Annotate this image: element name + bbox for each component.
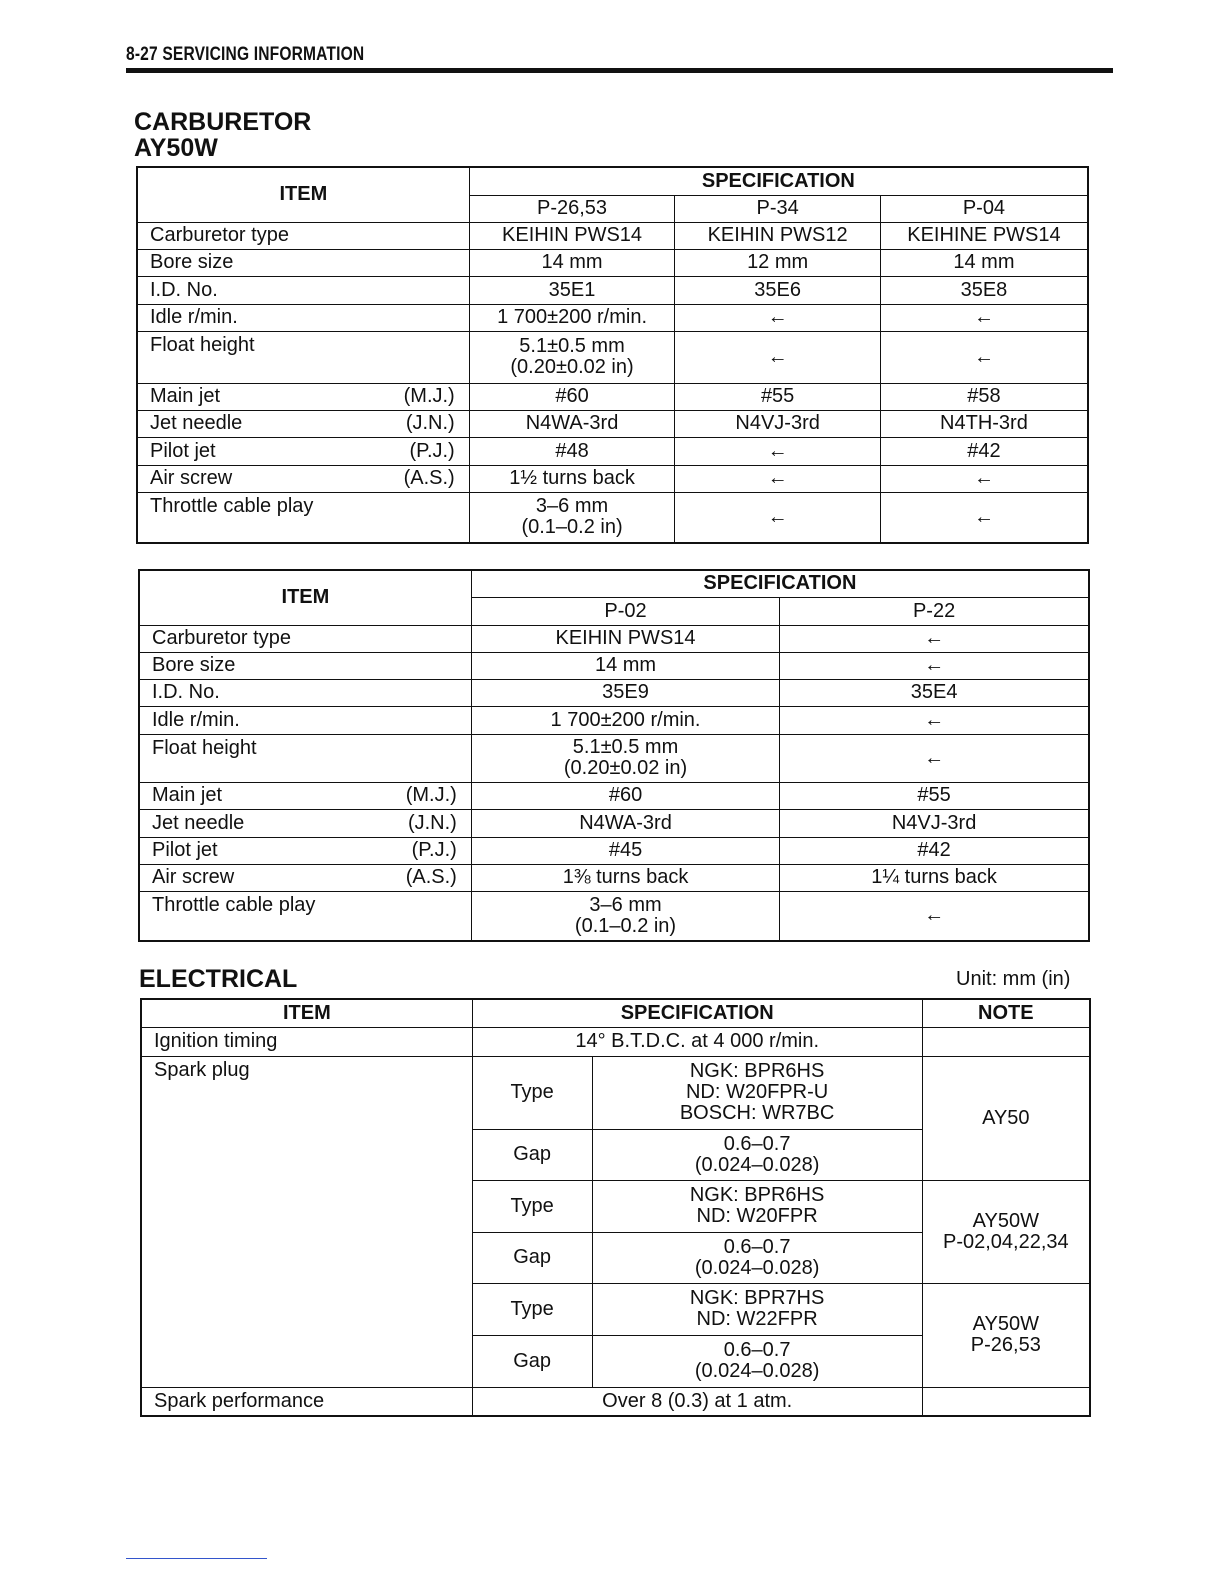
spec-line: 3–6 mm: [535, 495, 609, 518]
spec-line: ←: [973, 505, 994, 528]
spec-line: KEIHIN PWS14: [555, 627, 696, 649]
item-cell: [139, 734, 471, 782]
spec-line: #58: [967, 385, 1001, 407]
item-label: Bore size: [150, 251, 234, 273]
spec-value: [675, 249, 881, 276]
item-label: Throttle cable play: [152, 893, 316, 916]
item-abbreviation: (P.J.): [409, 439, 455, 462]
spec-line: ←: [924, 904, 945, 927]
item-cell: [137, 383, 469, 410]
spec-line: 5.1±0.5 mm: [519, 335, 625, 357]
table-row: [141, 1387, 1090, 1416]
spec-line: (0.20±0.02 in): [563, 757, 688, 779]
spec-line: (0.20±0.02 in): [510, 356, 634, 378]
table-row: [139, 679, 1089, 706]
spec-value: 14° B.T.D.C. at 4 000 r/min.: [472, 1027, 922, 1056]
spec-value: [880, 410, 1088, 437]
spec-line: 35E4: [910, 681, 958, 703]
type-line: ND: W20FPR: [696, 1205, 818, 1227]
table-row: [139, 864, 1089, 891]
gap-line: 0.6–0.7: [723, 1339, 791, 1361]
spec-line: (0.1–0.2 in): [521, 516, 623, 539]
spec-line: 1 700±200 r/min.: [497, 306, 648, 328]
spec-value: [880, 249, 1088, 276]
table-row: [137, 410, 1088, 437]
type-value: [592, 1180, 922, 1232]
note-header: NOTE: [922, 999, 1090, 1027]
spec-value: [471, 891, 779, 941]
item-header: ITEM: [141, 999, 472, 1027]
spec-line: #60: [608, 784, 643, 806]
spec-line: 14 mm: [953, 251, 1015, 273]
type-label: Type: [472, 1283, 592, 1335]
item-header: ITEM: [139, 570, 471, 625]
item-label: Idle r/min.: [150, 306, 238, 328]
spec-line: N4WA-3rd: [579, 811, 672, 834]
spec-value: [471, 625, 779, 652]
spec-line: N4WA-3rd: [525, 412, 619, 434]
item-cell: [139, 809, 471, 837]
spec-line: (0.1–0.2 in): [574, 914, 677, 937]
spec-line: #45: [608, 839, 643, 861]
item-label: Carburetor type: [152, 627, 291, 649]
spec-line: ←: [767, 467, 788, 489]
item-abbreviation: (M.J.): [403, 385, 455, 407]
footer-rule: [126, 1558, 267, 1559]
item-abbreviation: (J.N.): [405, 412, 455, 434]
table-row: [139, 837, 1089, 864]
item-abbreviation: (A.S.): [403, 467, 455, 489]
item-label: Float height: [150, 333, 255, 356]
spec-line: KEIHIN PWS12: [707, 224, 848, 246]
spec-header: SPECIFICATION: [472, 999, 922, 1027]
item-label: Float height: [152, 736, 257, 759]
note-cell: [922, 1180, 1090, 1283]
item-cell: [139, 652, 471, 679]
item-label: Pilot jet: [150, 439, 216, 462]
spec-header: SPECIFICATION: [471, 570, 1089, 597]
spec-value: [780, 782, 1089, 809]
table-row: [137, 383, 1088, 410]
spec-line: 1⅜ turns back: [562, 866, 689, 888]
gap-value: [592, 1232, 922, 1283]
spec-line: ←: [767, 505, 788, 528]
spec-line: ←: [924, 708, 945, 731]
spec-line: 14 mm: [594, 654, 657, 676]
item-cell: [139, 864, 471, 891]
type-line: NGK: BPR6HS: [689, 1060, 825, 1082]
same-as-left-arrow: [780, 734, 1089, 782]
table-row: [141, 1056, 1090, 1129]
spec-line: #42: [917, 839, 951, 861]
spec-line: 12 mm: [747, 251, 809, 273]
table-row: [137, 276, 1088, 304]
spec-header: SPECIFICATION: [469, 167, 1088, 195]
item-cell: [137, 410, 469, 437]
same-as-left-arrow: [675, 437, 881, 465]
electrical-title: ELECTRICAL: [139, 965, 298, 993]
table-row: [137, 249, 1088, 276]
item-cell: [137, 222, 469, 249]
item-cell: [139, 625, 471, 652]
table-row: [137, 465, 1088, 492]
spec-value: [471, 837, 779, 864]
page-label: 8-27 SERVICING INFORMATION: [126, 44, 365, 65]
spec-line: 35E8: [960, 278, 1008, 301]
table-row: [137, 492, 1088, 543]
item-label: Idle r/min.: [152, 708, 240, 731]
item-cell: [137, 304, 469, 331]
item-label: I.D. No.: [152, 681, 220, 703]
item-label: Spark performance: [141, 1387, 472, 1416]
spec-line: 3–6 mm: [589, 893, 662, 916]
type-line: ND: W22FPR: [696, 1308, 818, 1330]
spec-value: [469, 410, 675, 437]
same-as-left-arrow: [780, 652, 1089, 679]
same-as-left-arrow: [780, 706, 1089, 734]
spec-value: [471, 864, 779, 891]
item-label: Main jet: [152, 784, 223, 806]
spec-line: 1¼ turns back: [871, 866, 997, 888]
gap-label: Gap: [472, 1335, 592, 1387]
item-cell: [137, 437, 469, 465]
spec-value: [471, 809, 779, 837]
note-cell: [922, 1027, 1090, 1056]
spec-line: #55: [760, 385, 795, 407]
item-label: Jet needle: [152, 811, 245, 834]
spec-value: [675, 383, 881, 410]
spec-line: ←: [924, 627, 945, 649]
note-line: P-02,04,22,34: [943, 1230, 1069, 1253]
spec-value: [471, 652, 779, 679]
spec-value: [469, 249, 675, 276]
same-as-left-arrow: [880, 465, 1088, 492]
column-header: P-34: [675, 195, 881, 222]
gap-label: Gap: [472, 1129, 592, 1180]
gap-line: 0.6–0.7: [723, 1235, 791, 1258]
spec-line: #60: [555, 385, 589, 407]
item-label: Jet needle: [150, 412, 243, 434]
spec-line: #48: [555, 439, 589, 462]
item-label: Air screw: [152, 866, 235, 888]
spec-line: ←: [973, 467, 994, 489]
spec-value: [780, 809, 1089, 837]
spec-value: [780, 864, 1089, 891]
carburetor-model: AY50W: [134, 134, 218, 162]
table-row: [139, 782, 1089, 809]
item-header: ITEM: [137, 167, 469, 222]
type-value: [592, 1056, 922, 1129]
spec-line: N4VJ-3rd: [891, 811, 977, 834]
spec-line: ←: [973, 345, 994, 368]
page-header: [126, 44, 1113, 66]
spec-value: [469, 276, 675, 304]
spec-value: [471, 679, 779, 706]
spec-value: [469, 465, 675, 492]
table-row: [139, 734, 1089, 782]
same-as-left-arrow: [880, 304, 1088, 331]
spec-line: #42: [967, 439, 1001, 462]
spec-value: [780, 679, 1089, 706]
item-label: I.D. No.: [150, 278, 218, 301]
item-label: Spark plug: [141, 1056, 472, 1387]
item-abbreviation: (J.N.): [407, 811, 457, 834]
note-cell: [922, 1283, 1090, 1387]
spec-value: [880, 437, 1088, 465]
type-label: Type: [472, 1180, 592, 1232]
spec-value: [675, 410, 881, 437]
carburetor-table-2: [138, 569, 1090, 942]
gap-line: (0.024–0.028): [694, 1153, 820, 1176]
spec-value: Over 8 (0.3) at 1 atm.: [472, 1387, 922, 1416]
item-cell: [137, 276, 469, 304]
table-row: [139, 625, 1089, 652]
spec-value: [880, 276, 1088, 304]
same-as-left-arrow: [675, 331, 881, 383]
note-line: P-26,53: [970, 1334, 1041, 1356]
spec-value: [780, 837, 1089, 864]
spec-value: [675, 276, 881, 304]
spec-line: 14 mm: [541, 251, 603, 273]
spec-line: ←: [767, 345, 788, 368]
item-label: Carburetor type: [150, 224, 289, 246]
electrical-table: [140, 998, 1091, 1417]
item-label: Throttle cable play: [150, 494, 314, 517]
spec-line: 1½ turns back: [509, 467, 635, 489]
table-row: [139, 706, 1089, 734]
spec-value: [471, 706, 779, 734]
spec-line: KEIHINE PWS14: [907, 224, 1061, 246]
carburetor-table-1: [136, 166, 1089, 544]
spec-line: N4TH-3rd: [940, 412, 1028, 434]
item-label: Main jet: [150, 385, 221, 407]
item-cell: [137, 249, 469, 276]
spec-line: KEIHIN PWS14: [502, 224, 643, 246]
table-row: [137, 304, 1088, 331]
note-line: AY50W: [972, 1209, 1039, 1232]
table-row: [137, 437, 1088, 465]
table-row: [139, 652, 1089, 679]
item-label: Ignition timing: [141, 1027, 472, 1056]
same-as-left-arrow: [675, 492, 881, 543]
type-line: NGK: BPR6HS: [689, 1184, 825, 1206]
table-row: [139, 809, 1089, 837]
table-row: [139, 891, 1089, 941]
table-row: [137, 331, 1088, 383]
item-cell: [139, 837, 471, 864]
spec-line: 35E6: [754, 278, 801, 301]
same-as-left-arrow: [675, 304, 881, 331]
note-line: AY50W: [972, 1313, 1039, 1335]
item-abbreviation: (M.J.): [405, 784, 457, 806]
note-line: AY50: [982, 1106, 1030, 1129]
table-row: [141, 1027, 1090, 1056]
spec-line: 5.1±0.5 mm: [572, 736, 679, 758]
item-cell: [139, 891, 471, 941]
spec-value: [469, 492, 675, 543]
same-as-left-arrow: [780, 891, 1089, 941]
type-line: ND: W20FPR-U: [685, 1081, 829, 1103]
column-header: P-02: [471, 597, 779, 625]
spec-value: [469, 222, 675, 249]
header-rule: [126, 68, 1113, 73]
spec-value: [471, 782, 779, 809]
table-row: [137, 222, 1088, 249]
item-label: Air screw: [150, 467, 233, 489]
spec-line: ←: [924, 654, 945, 676]
spec-value: [469, 304, 675, 331]
gap-value: [592, 1335, 922, 1387]
spec-line: ←: [924, 746, 945, 769]
same-as-left-arrow: [880, 492, 1088, 543]
spec-value: [469, 383, 675, 410]
gap-label: Gap: [472, 1232, 592, 1283]
type-label: Type: [472, 1056, 592, 1129]
note-cell: [922, 1387, 1090, 1416]
column-header: P-04: [880, 195, 1088, 222]
spec-line: #55: [917, 784, 951, 806]
item-label: Pilot jet: [152, 839, 218, 861]
type-line: BOSCH: WR7BC: [679, 1102, 835, 1124]
unit-label: Unit: mm (in): [956, 968, 1071, 990]
spec-line: 1 700±200 r/min.: [550, 708, 701, 731]
spec-line: ←: [767, 439, 788, 462]
spec-line: ←: [973, 306, 994, 328]
same-as-left-arrow: [780, 625, 1089, 652]
item-cell: [137, 331, 469, 383]
column-header: P-22: [780, 597, 1089, 625]
same-as-left-arrow: [675, 465, 881, 492]
column-header: P-26,53: [469, 195, 675, 222]
type-value: [592, 1283, 922, 1335]
item-cell: [139, 706, 471, 734]
item-cell: [139, 679, 471, 706]
spec-value: [471, 734, 779, 782]
spec-line: 35E1: [548, 278, 596, 301]
item-abbreviation: (A.S.): [405, 866, 457, 888]
spec-value: [880, 222, 1088, 249]
spec-value: [469, 331, 675, 383]
item-abbreviation: (P.J.): [411, 839, 457, 861]
spec-value: [675, 222, 881, 249]
item-cell: [137, 492, 469, 543]
gap-line: (0.024–0.028): [694, 1256, 820, 1279]
gap-line: (0.024–0.028): [694, 1360, 820, 1382]
spec-value: [880, 383, 1088, 410]
spec-line: ←: [767, 306, 788, 328]
spec-line: 35E9: [602, 681, 649, 703]
gap-value: [592, 1129, 922, 1180]
spec-value: [469, 437, 675, 465]
same-as-left-arrow: [880, 331, 1088, 383]
carburetor-title: CARBURETOR: [134, 108, 312, 136]
spec-line: N4VJ-3rd: [735, 412, 820, 434]
item-cell: [139, 782, 471, 809]
item-cell: [137, 465, 469, 492]
gap-line: 0.6–0.7: [723, 1132, 791, 1155]
note-cell: [922, 1056, 1090, 1180]
type-line: NGK: BPR7HS: [689, 1287, 825, 1309]
item-label: Bore size: [152, 654, 236, 676]
